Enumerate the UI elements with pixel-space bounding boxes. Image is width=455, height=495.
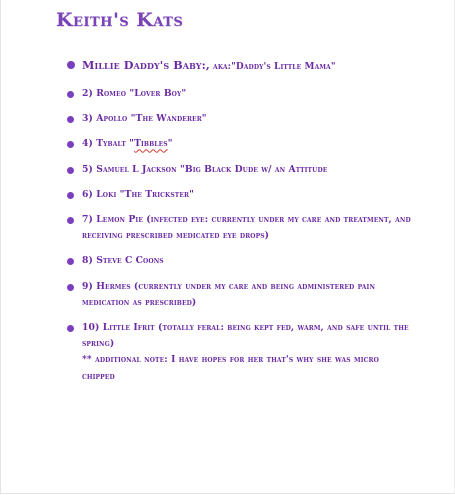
list-item bbox=[67, 162, 412, 178]
list-item bbox=[67, 279, 412, 311]
list-item bbox=[67, 253, 412, 269]
bullet-icon bbox=[67, 217, 74, 224]
bullet-icon bbox=[67, 325, 74, 332]
bullet-icon bbox=[67, 192, 74, 199]
document-title: Keith's Kats bbox=[56, 9, 184, 31]
list-item-nickname: aka:"Daddy's Little Mama" bbox=[209, 62, 336, 72]
list-item bbox=[67, 86, 412, 102]
list-item-name: Millie Daddy's Baby:, bbox=[82, 58, 210, 72]
bullet-icon bbox=[67, 284, 74, 291]
list-item-text: 3) Apollo "The Wanderer" bbox=[82, 113, 207, 125]
list-item-text: 9) Hermes (currently under my care and being administered pain medication as prescribed) bbox=[82, 280, 376, 308]
spellcheck-underline-word[interactable]: Tibbles bbox=[134, 138, 168, 150]
list-item-text: 10) Little Ifrit (totally feral: being kept fed, warm, and safe until the spring) bbox=[82, 322, 409, 350]
bullet-icon bbox=[67, 141, 74, 148]
list-item bbox=[67, 187, 412, 203]
list-item bbox=[67, 320, 412, 385]
bullet-icon bbox=[67, 91, 74, 98]
list-item-text: 8) Steve C Coons bbox=[82, 255, 164, 267]
bullet-icon bbox=[67, 61, 75, 69]
list-item bbox=[67, 111, 412, 127]
list-item-prefix: 4) Tybalt " bbox=[82, 138, 135, 150]
bullet-icon bbox=[67, 258, 74, 265]
list-item-text: 6) Loki "The Trickster" bbox=[82, 188, 194, 200]
list-item-note: ** additional note: I have hopes for her that's why she was micro chipped bbox=[82, 354, 379, 382]
list-item-text: 7) Lemon Pie (infected eye: currently under my care and treatment, and receiving prescribed medicated eye drops) bbox=[82, 214, 411, 242]
cat-list bbox=[67, 56, 412, 394]
bullet-icon bbox=[67, 116, 74, 123]
bullet-icon bbox=[67, 167, 74, 174]
list-item bbox=[67, 56, 412, 76]
list-item-suffix: " bbox=[167, 138, 173, 150]
list-item-text: 5) Samuel L Jackson "Big Black Dude w/ an Attitude bbox=[82, 163, 328, 175]
list-item bbox=[67, 212, 412, 244]
list-item-text: 2) Romeo "Lover Boy" bbox=[82, 88, 187, 99]
list-item bbox=[67, 136, 412, 152]
